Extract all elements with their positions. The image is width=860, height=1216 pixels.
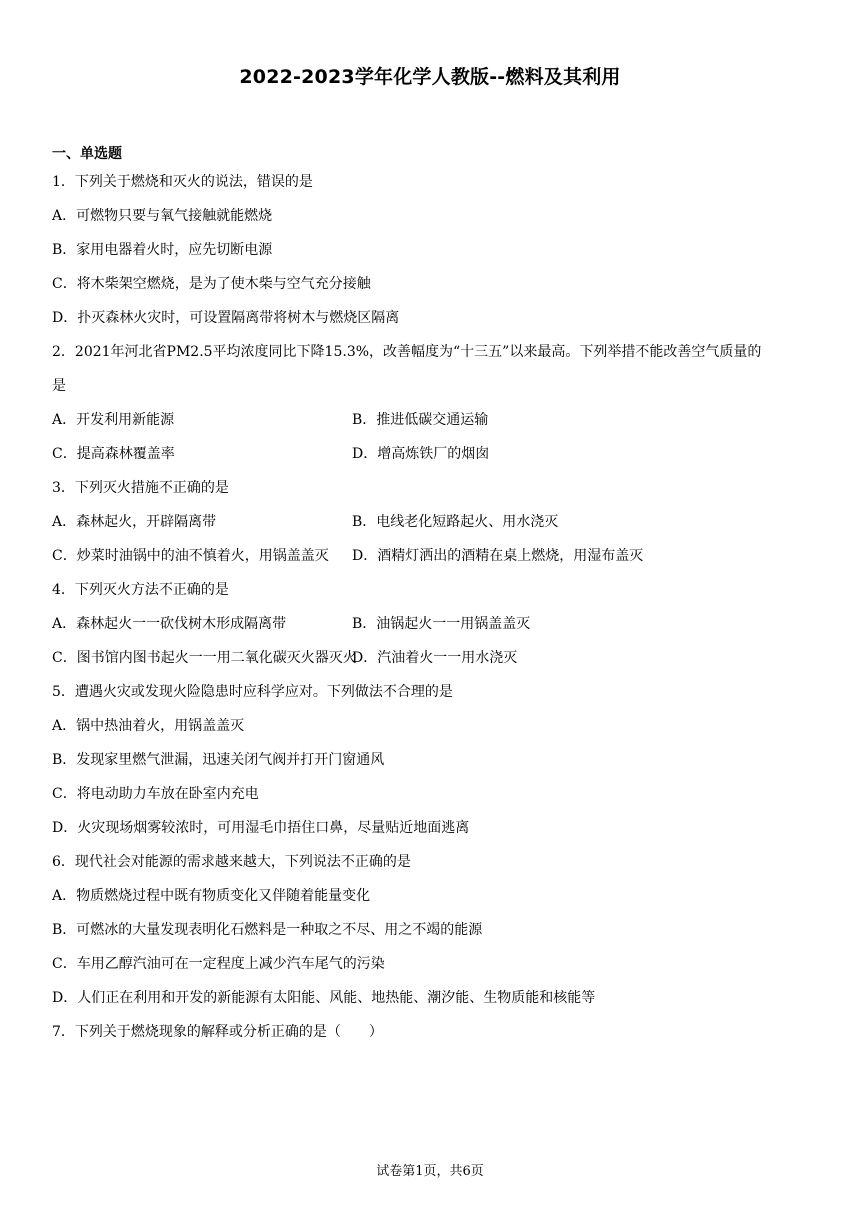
question-3-option-b: B．电线老化短路起火、用水浇灭 xyxy=(352,514,559,530)
question-1-stem: 1．下列关于燃烧和灭火的说法，错误的是 xyxy=(52,174,313,190)
question-3-option-c: C．炒菜时油锅中的油不慎着火，用锅盖盖灭 xyxy=(52,548,329,564)
question-2-option-c: C．提高森林覆盖率 xyxy=(52,446,175,462)
question-4-options-row-2 xyxy=(52,641,812,675)
question-2-options-row-1 xyxy=(52,403,812,437)
question-3-options-row-1 xyxy=(52,505,812,539)
question-5-option-b: B．发现家里燃气泄漏，迅速关闭气阀并打开门窗通风 xyxy=(52,752,385,768)
question-2-option-a: A．开发利用新能源 xyxy=(52,412,175,428)
question-3-option-a: A．森林起火，开辟隔离带 xyxy=(52,514,217,530)
question-4-option-b: B．油锅起火一一用锅盖盖灭 xyxy=(352,616,531,632)
question-5-option-c: C．将电动助力车放在卧室内充电 xyxy=(52,786,259,802)
section-heading: 一、单选题 xyxy=(52,146,122,162)
question-4-option-a: A．森林起火一一砍伐树木形成隔离带 xyxy=(52,616,287,632)
question-3-stem: 3．下列灭火措施不正确的是 xyxy=(52,480,229,496)
question-1-option-d: D．扑灭森林火灾时，可设置隔离带将树木与燃烧区隔离 xyxy=(52,310,400,326)
question-6-option-d: D．人们正在利用和开发的新能源有太阳能、风能、地热能、潮汐能、生物质能和核能等 xyxy=(52,990,596,1006)
page-footer: 试卷第1页，共6页 xyxy=(376,1164,484,1179)
question-6-option-c: C．车用乙醇汽油可在一定程度上减少汽车尾气的污染 xyxy=(52,956,385,972)
question-6-option-b: B．可燃冰的大量发现表明化石燃料是一种取之不尽、用之不竭的能源 xyxy=(52,922,483,938)
question-4-stem: 4．下列灭火方法不正确的是 xyxy=(52,582,229,598)
document-title: 2022-2023学年化学人教版--燃料及其利用 xyxy=(239,66,621,88)
question-7-stem: 7．下列关于燃烧现象的解释或分析正确的是（ ） xyxy=(52,1024,383,1040)
question-4-options-row-1 xyxy=(52,607,812,641)
question-3-option-d: D．酒精灯洒出的酒精在桌上燃烧，用湿布盖灭 xyxy=(352,548,644,564)
question-4-option-c: C．图书馆内图书起火一一用二氧化碳灭火器灭火 xyxy=(52,650,357,666)
question-2-options-row-2 xyxy=(52,437,812,471)
question-5-option-a: A．锅中热油着火，用锅盖盖灭 xyxy=(52,718,245,734)
question-6-stem: 6．现代社会对能源的需求越来越大，下列说法不正确的是 xyxy=(52,854,411,870)
question-2-stem-continued: 是 xyxy=(52,378,66,394)
question-6-option-a: A．物质燃烧过程中既有物质变化又伴随着能量变化 xyxy=(52,888,371,904)
question-2-option-d: D．增高炼铁厂的烟囱 xyxy=(352,446,490,462)
question-4-option-d: D．汽油着火一一用水浇灭 xyxy=(352,650,518,666)
question-1-option-b: B．家用电器着火时，应先切断电源 xyxy=(52,242,273,258)
question-1-option-a: A．可燃物只要与氧气接触就能燃烧 xyxy=(52,208,273,224)
question-3-options-row-2 xyxy=(52,539,812,573)
question-2-stem: 2．2021年河北省PM2.5平均浓度同比下降15.3%，改善幅度为“十三五”以来最高。下列举措不能改善空气质量的 xyxy=(52,344,762,360)
question-5-stem: 5．遭遇火灾或发现火险隐患时应科学应对。下列做法不合理的是 xyxy=(52,684,453,700)
question-1-option-c: C．将木柴架空燃烧，是为了使木柴与空气充分接触 xyxy=(52,276,371,292)
question-list xyxy=(52,143,812,1049)
question-2-option-b: B．推进低碳交通运输 xyxy=(352,412,489,428)
question-5-option-d: D．火灾现场烟雾较浓时，可用湿毛巾捂住口鼻，尽量贴近地面逃离 xyxy=(52,820,470,836)
